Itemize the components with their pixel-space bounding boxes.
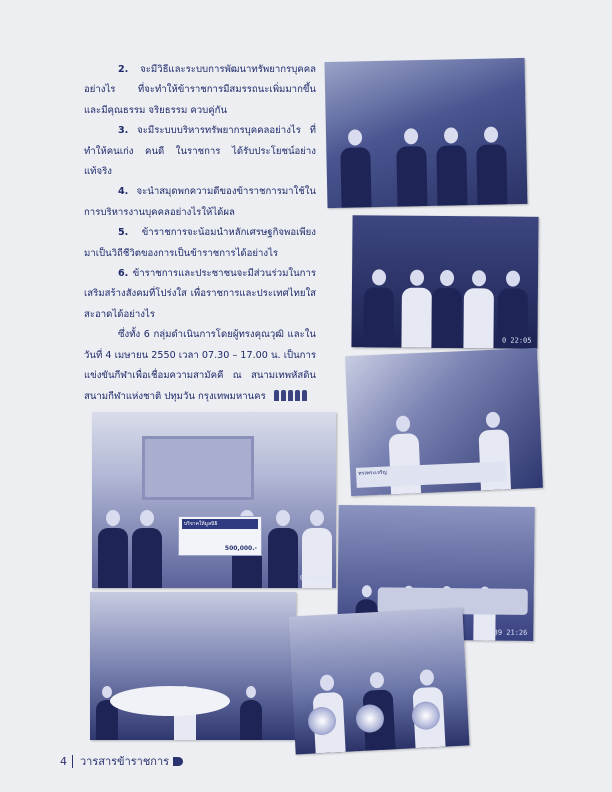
photo-group-standing: [351, 215, 538, 349]
item-number: 3.: [118, 125, 129, 137]
journal-logo-icon: [173, 757, 183, 766]
photo-timestamp: 00 แหงน: [300, 574, 330, 582]
journal-name: วารสารข้าราชการ: [80, 755, 170, 768]
people-icon: [274, 390, 307, 401]
paragraph-summary: [84, 325, 316, 407]
photo-banquet: [90, 592, 296, 740]
item-text: ข้าราชการและประชาชนจะมีส่วนร่วมในการเสริมสร้างสังคมที่โปร่งใส เพื่อราชการและประเทศไทยใสสะอาดได้อย่างไร: [84, 268, 316, 320]
check-header: บริจาคให้มูลนิธิ: [182, 519, 258, 529]
photo-timestamp: 39 21:26: [493, 628, 528, 637]
item-number: 4.: [118, 186, 129, 198]
item-number: 6.: [118, 268, 129, 280]
photo-handover: [345, 348, 543, 496]
item-text: จะมีระบบบริหารทรัพยากรบุคคลอย่างไร ที่ทำให้คนเก่ง คนดี ในราชการ ได้รับประโยชน์อย่างแท้จริง: [84, 125, 316, 178]
item-text: จะมีวิธีและระบบการพัฒนาทรัพยากรบุคคลอย่างไร ที่จะทำให้ข้าราชการมีสมรรถนะเพิ่มมากขึ้น และมีคุณธรรม จริยธรรม ควบคู่กัน: [84, 64, 316, 116]
item-text: ข้าราชการจะน้อมนำหลักเศรษฐกิจพอเพียงมาเป็นวิถีชีวิตของการเป็นข้าราชการได้อย่างไร: [84, 227, 316, 259]
footer-divider: [72, 755, 73, 768]
page-footer: [60, 752, 183, 770]
item-text: จะนำสมุดพกความดีของข้าราชการมาใช้ในการบริหารงานบุคคลอย่างไรให้ได้ผล: [84, 186, 316, 218]
check-amount: 500,000.-: [224, 545, 257, 552]
photo-meeting-office: [324, 58, 527, 208]
paragraph-item-2: [84, 60, 316, 121]
paragraph-item-6: [84, 264, 316, 325]
article-text-column: [84, 60, 316, 407]
photo-timestamp: 0 22:05: [501, 336, 532, 345]
wall-painting: [142, 436, 254, 500]
photo-banner: ทรงพระเจริญ: [356, 461, 507, 488]
summary-text: ซึ่งทั้ง 6 กลุ่มดำเนินการโดยผู้ทรงคุณวุฒิ และในวันที่ 4 เมษายน 2550 เวลา 07.30 – 17.00 น. เป็นการแข่งขันกีฬาเพื่อเชื่อมความสามัคคี ณ สนามเทพหัสดิน สนามกีฬาแห่งชาติ ปทุมวัน กรุงเทพมหานคร: [84, 329, 316, 402]
page-number: 4: [60, 754, 67, 768]
donation-check: [178, 516, 262, 556]
photo-flowers: [289, 608, 470, 755]
item-number: 5.: [118, 227, 129, 239]
paragraph-item-4: [84, 182, 316, 223]
photo-donation-check: [92, 412, 336, 588]
paragraph-item-5: [84, 223, 316, 264]
item-number: 2.: [118, 64, 129, 75]
paragraph-item-3: [84, 121, 316, 182]
banquet-table: [110, 686, 230, 716]
